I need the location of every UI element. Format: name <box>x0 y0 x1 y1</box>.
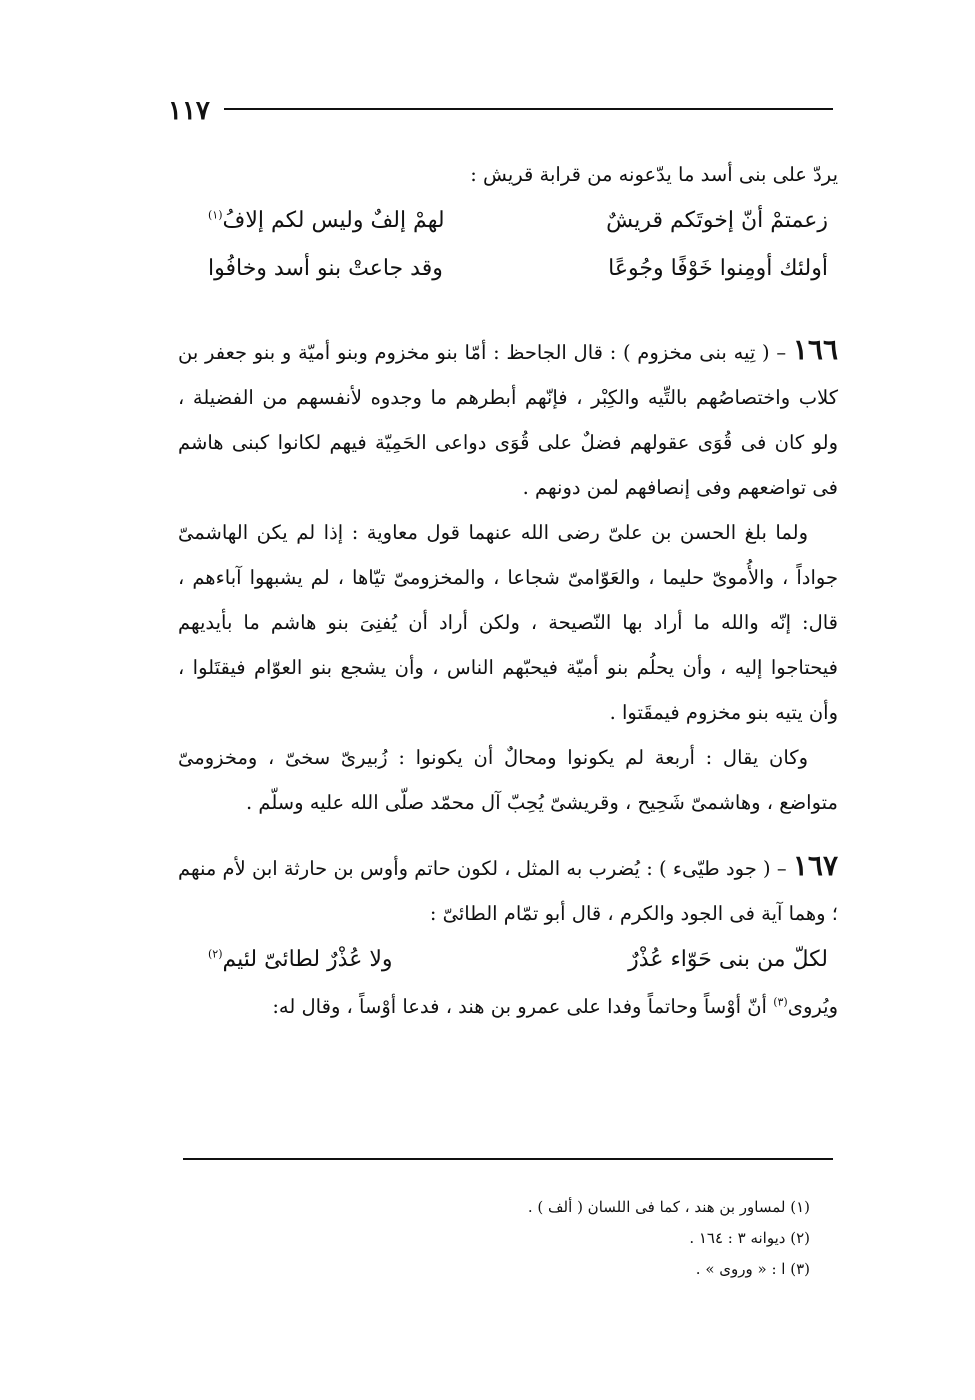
entry-166-number: ١٦٦ <box>792 333 838 366</box>
header-rule <box>224 108 833 110</box>
verse-1-first-hemistich: زعمتمْ أنّ إخوتَكم قريشٌ <box>606 208 828 233</box>
entry-166-heading: – ( تِيه بنى مخزوم ) : <box>609 341 787 364</box>
entry-166-text: قال الجاحظ : أمّا بنو مخزوم وبنو أميّة و بنو جعفر بن كلاب واختصاصُهم بالتِّيه والكِبْر ، فإنّهم أبطرهم ما وجدوه لأنفسهم من الفضيلة ، ولو كان فى قُوَى عقولهم فضلٌ على قُوَى دواعى الحَمِيّة فيهم لكانوا كبنى هاشم فى تواضعهم وفى إنصافهم لمن دونهم . <box>178 341 838 499</box>
last-line <box>178 984 838 1029</box>
verse-2-second-hemistich: وقد جاعتْ بنو أسد وخافُوا <box>208 256 443 281</box>
verse-2 <box>178 245 838 293</box>
page-number: ١١٧ <box>168 96 210 126</box>
footnote-marker-1: (١) <box>208 208 223 222</box>
page-header <box>168 96 833 136</box>
footnote-3: (٣) ا : « وروى » . <box>695 1260 810 1278</box>
entry-167 <box>178 843 838 936</box>
main-text <box>178 152 838 1029</box>
paragraph-four: وكان يقال : أربعة لم يكونوا ومحالٌ أن يكونوا : زُبيرىّ سخىّ ، ومخزومىّ متواضع ، وهاشمىّ شَحِيح ، وقريشىّ يُحِبّ آل محمّد صلّى الله عليه وسلّم . <box>178 746 838 814</box>
verse-3-first-hemistich: لكلّ من بنى حَوّاء عُذْرٌ <box>628 947 828 972</box>
footnote-rule <box>183 1158 833 1160</box>
entry-167-heading: – ( جود طيّىء ) : <box>646 857 787 880</box>
last-line-rest: أنّ أوْساً وحاتماً وفدا على عمرو بن هند ، فدعا أوْساً ، وقال له: <box>272 995 767 1018</box>
footnote-2: (٢) ديوانه ٣ : ١٦٤ . <box>689 1229 810 1247</box>
entry-167-number: ١٦٧ <box>792 849 838 882</box>
verse-3-second-text: ولا عُذْرٌ لطائىّ لئيم <box>222 947 393 972</box>
verse-3-second-hemistich <box>208 936 393 984</box>
verse-1 <box>178 197 838 245</box>
verse-2-first-hemistich: أولئك أومِنوا خَوْفًا وجُوعًا <box>608 256 828 281</box>
last-line-start: ويُروى <box>787 995 838 1018</box>
footnote-marker-3: (٣) <box>773 995 788 1009</box>
entry-167-text: يُضرب به المثل ، لكون حاتم وأوس بن حارثة ابن لأم منهم ؛ وهما آية فى الجود والكرم ، قال أبو تمّام الطائىّ : <box>178 857 838 925</box>
verse-1-second-hemistich <box>208 197 445 245</box>
intro-line: يردّ على بنى أسد ما يدّعونه من قرابة قريش : <box>470 163 838 186</box>
footnotes <box>400 1192 810 1285</box>
verse-3 <box>178 936 838 984</box>
entry-166 <box>178 327 838 510</box>
verse-1-second-text: لهمْ إلفٌ وليس لكم إلافُ <box>222 208 445 233</box>
footnote-1: (١) لمساور بن هند ، كما فى اللسان ( ألف ) . <box>527 1198 810 1216</box>
footnote-marker-2: (٢) <box>208 947 223 961</box>
paragraph-muawiya: ولما بلغ الحسن بن علىّ رضى الله عنهما قول معاوية : إذا لم يكن الهاشمىّ جواداً ، والأُموىّ حليما ، والعَوّامىّ شجاعا ، والمخزومىّ تيّاها ، لم يشبهوا آباءهم ، قال: إنّه والله ما أراد بها النّصيحة ، ولكن أراد أن يُفنِىَ بنو هاشم ما بأيديهم فيحتاجوا إليه ، وأن يحلُم بنو أميّة فيحبّهم الناس ، وأن يشجع بنو العوّام فيقتَلوا ، وأن يتيه بنو مخزوم فيمقَتوا . <box>178 521 838 724</box>
